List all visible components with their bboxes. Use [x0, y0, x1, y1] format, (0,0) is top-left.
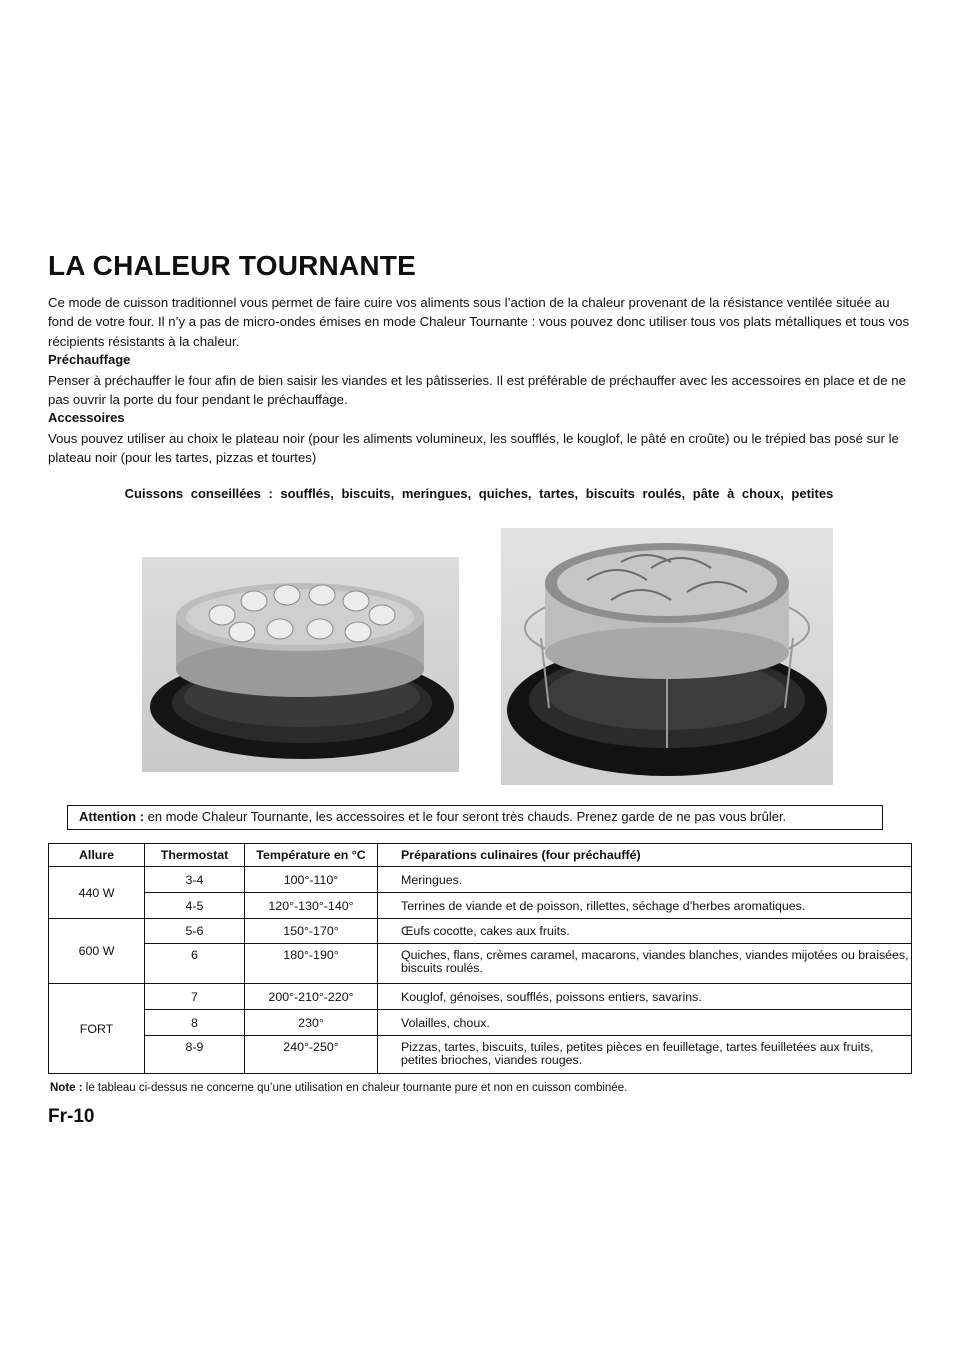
- thermostat-cell: 5-6: [145, 919, 245, 944]
- intro-paragraph: Ce mode de cuisson traditionnel vous permet de faire cuire vos aliments sous l’action de la chaleur provenant de la résistance ventilée située au fond de votre four. Il n’y a pas de micro-ondes émises en mode Chaleur Tournante : vous pouvez donc utiliser tous vos plats métalliques et tous vos récipients résistants à la chaleur.: [48, 295, 910, 349]
- preparation-cell: Terrines de viande et de poisson, rillettes, séchage d’herbes aromatiques.: [378, 893, 912, 919]
- allure-cell: 440 W: [49, 867, 145, 919]
- table-row: [49, 867, 912, 893]
- thermostat-cell: 7: [145, 984, 245, 1010]
- temperature-cell: 100°-110°: [245, 867, 378, 893]
- recommended-cooking: Cuissons conseillées : soufflés, biscuits, meringues, quiches, tartes, biscuits roulés, pâte à choux, petites: [124, 486, 834, 501]
- note-text: le tableau ci-dessus ne concerne qu’une utilisation en chaleur tournante pure et non en cuisson combinée.: [82, 1082, 628, 1094]
- thermostat-cell: 4-5: [145, 893, 245, 919]
- preparation-cell: Meringues.: [378, 867, 912, 893]
- table-row: [49, 1036, 912, 1074]
- header-allure: Allure: [49, 844, 145, 867]
- preparation-cell: Kouglof, génoises, soufflés, poissons entiers, savarins.: [378, 984, 912, 1010]
- table-row: [49, 1010, 912, 1036]
- temperature-cell: 150°-170°: [245, 919, 378, 944]
- table-header-row: [49, 844, 912, 867]
- temperature-cell: 240°-250°: [245, 1036, 378, 1074]
- table-row: [49, 944, 912, 984]
- thermostat-cell: 6: [145, 944, 245, 984]
- allure-cell: 600 W: [49, 919, 145, 984]
- header-thermostat: Thermostat: [145, 844, 245, 867]
- thermostat-cell: 3-4: [145, 867, 245, 893]
- preheat-paragraph: Penser à préchauffer le four afin de bien saisir les viandes et les pâtisseries. Il est préférable de préchauffer avec les accessoires en place et de ne pas ouvrir la porte du four pendant le préchauffage.: [48, 373, 906, 408]
- page-title: LA CHALEUR TOURNANTE: [48, 250, 416, 281]
- temperature-cell: 230°: [245, 1010, 378, 1036]
- preparation-cell: Volailles, choux.: [378, 1010, 912, 1036]
- preparation-cell: Œufs cocotte, cakes aux fruits.: [378, 919, 912, 944]
- table-row: [49, 984, 912, 1010]
- attention-box: [67, 805, 883, 830]
- allure-cell: FORT: [49, 984, 145, 1074]
- table-row: [49, 893, 912, 919]
- thermostat-cell: 8-9: [145, 1036, 245, 1074]
- tart-on-rack-photo: [501, 528, 833, 785]
- meringue-pan-photo: [142, 557, 459, 772]
- preparation-cell: Quiches, flans, crèmes caramel, macarons, viandes blanches, viandes mijotées ou braisées, biscuits roulés.: [378, 944, 912, 984]
- accessories-heading: Accessoires: [48, 410, 125, 425]
- temperature-cell: 120°-130°-140°: [245, 893, 378, 919]
- note-label: Note :: [50, 1082, 83, 1094]
- header-preparations: Préparations culinaires (four préchauffé): [378, 844, 912, 867]
- thermostat-cell: 8: [145, 1010, 245, 1036]
- preheat-heading: Préchauffage: [48, 352, 131, 367]
- table-note: [50, 1082, 627, 1094]
- temperature-cell: 200°-210°-220°: [245, 984, 378, 1010]
- table-row: [49, 919, 912, 944]
- cooking-table: [48, 843, 912, 1074]
- attention-label: Attention :: [79, 809, 144, 824]
- attention-text: en mode Chaleur Tournante, les accessoires et le four seront très chauds. Prenez garde de ne pas vous brûler.: [143, 809, 787, 824]
- temperature-cell: 180°-190°: [245, 944, 378, 984]
- header-temperature: Température en °C: [245, 844, 378, 867]
- page-number: Fr-10: [48, 1106, 95, 1127]
- preparation-cell: Pizzas, tartes, biscuits, tuiles, petites pièces en feuilletage, tartes feuilletées aux fruits, petites brioches, viandes rouges.: [378, 1036, 912, 1074]
- accessories-paragraph: Vous pouvez utiliser au choix le plateau noir (pour les aliments volumineux, les soufflés, le kouglof, le pâté en croûte) ou le trépied bas posé sur le plateau noir (pour les tartes, pizzas et tourtes): [48, 431, 899, 466]
